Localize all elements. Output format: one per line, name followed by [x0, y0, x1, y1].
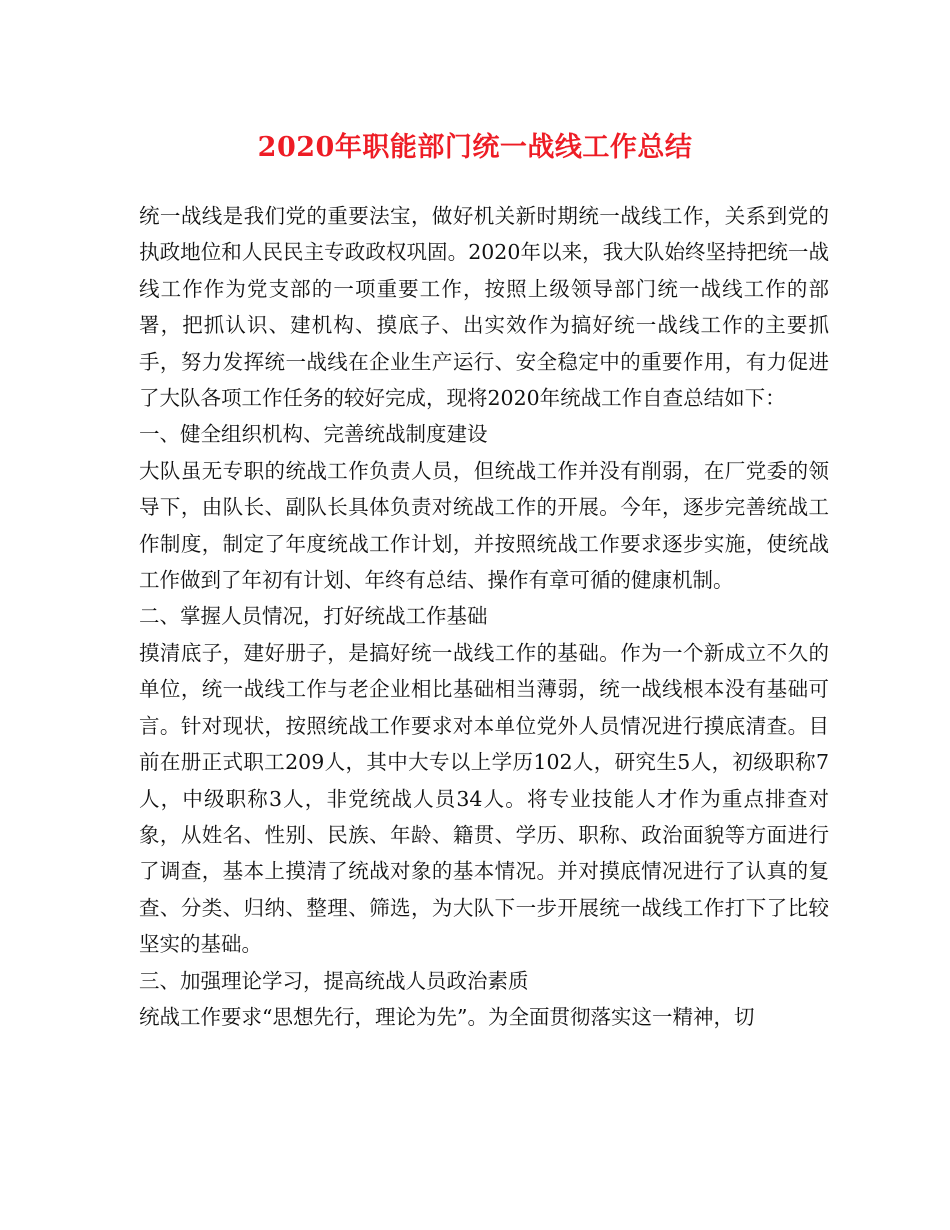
section-paragraph-1: 大队虽无专职的统战工作负责人员，但统战工作并没有削弱，在厂党委的领导下，由队长、副队长具体负责对统战工作的开展。今年，逐步完善统战工作制度，制定了年度统战工作计划，并按照统战工作要求逐步实施，使统战工作做到了年初有计划、年终有总结、操作有章可循的健康机制。: [139, 458, 829, 593]
section-paragraph-2: 摸清底子，建好册子，是搞好统一战线工作的基础。作为一个新成立不久的单位，统一战线工作与老企业相比基础相当薄弱，统一战线根本没有基础可言。针对现状，按照统战工作要求对本单位党外人员情况进行摸底清查。目前在册正式职工209人，其中大专以上学历102人，研究生5人，初级职称7人，中级职称3人，非党统战人员34人。将专业技能人才作为重点排查对象，从姓名、性别、民族、年龄、籍贯、学历、职称、政治面貌等方面进行了调查，基本上摸清了统战对象的基本情况。并对摸底情况进行了认真的复查、分类、归纳、整理、筛选，为大队下一步开展统一战线工作打下了比较坚实的基础。: [139, 640, 829, 957]
section-paragraph-3: 统战工作要求“思想先行，理论为先”。为全面贯彻落实这一精神，切: [139, 1004, 755, 1029]
section-heading-1: 一、健全组织机构、完善统战制度建设: [139, 422, 488, 447]
section-heading-3: 三、加强理论学习，提高统战人员政治素质: [139, 968, 529, 993]
document-title: 2020年职能部门统一战线工作总结: [257, 132, 693, 163]
document-body: [139, 198, 829, 1035]
intro-paragraph: 统一战线是我们党的重要法宝，做好机关新时期统一战线工作，关系到党的执政地位和人民民主专政政权巩固。2020年以来，我大队始终坚持把统一战线工作作为党支部的一项重要工作，按照上级领导部门统一战线工作的部署，把抓认识、建机构、摸底子、出实效作为搞好统一战线工作的主要抓手，努力发挥统一战线在企业生产运行、安全稳定中的重要作用，有力促进了大队各项工作任务的较好完成，现将2020年统战工作自查总结如下：: [139, 204, 829, 411]
section-heading-2: 二、掌握人员情况，打好统战工作基础: [139, 604, 488, 629]
